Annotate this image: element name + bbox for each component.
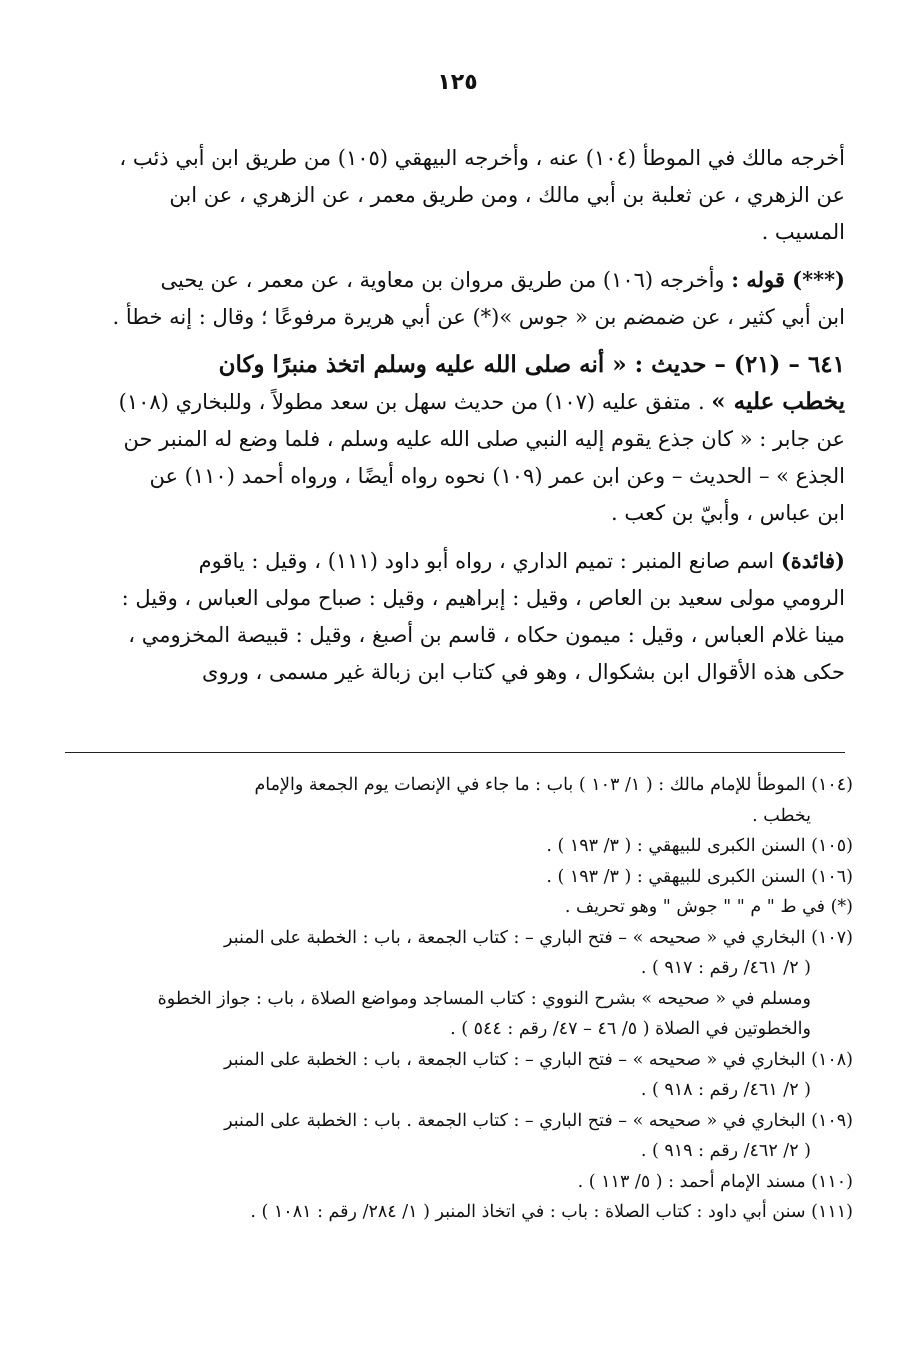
text-line: أخرجه مالك في الموطأ (١٠٤) عنه ، وأخرجه البيهقي (١٠٥) من طريق ابن أبي ذئب ، (119, 146, 845, 170)
paragraph-faida (70, 542, 845, 691)
text-line: مينا غلام العباس ، وقيل : ميمون حكاه ، قاسم بن أصبغ ، وقيل : قبيصة المخزومي ، (128, 623, 845, 647)
text-line: عن جابر : « كان جذع يقوم إليه النبي صلى الله عليه وسلم ، فلما وضع له المنبر حن (123, 427, 845, 451)
text-line (70, 542, 845, 580)
footnote-line: يخطب . (752, 805, 811, 826)
footnote-line: والخطوتين في الصلاة ( ٥/ ٤٦ – ٤٧/ رقم : ٥٤٤ ) . (450, 1019, 811, 1039)
text-line: الجذع » – الحديث – وعن ابن عمر (١٠٩) نحوه رواه أيضًا ، ورواه أحمد (١١٠) عن (149, 464, 845, 488)
footnote-separator (65, 752, 845, 753)
text-line: عن الزهري ، عن ثعلبة بن أبي مالك ، ومن طريق معمر ، عن الزهري ، عن ابن (169, 183, 845, 207)
footnote-line: (١٠٥) السنن الكبرى للبيهقي : ( ٣/ ١٩٣ ) . (546, 836, 853, 856)
paragraph-hadith-641 (70, 346, 845, 532)
hadith-heading: ٦٤١ – (٢١) – حديث : « أنه صلى الله عليه وسلم اتخذ منبرًا وكان (218, 351, 845, 378)
text-run: . متفق عليه (١٠٧) من حديث سهل بن سعد مطولاً ، وللبخاري (١٠٨) (118, 390, 712, 414)
footnote-line: (١٠٧) البخاري في « صحيحه » – فتح الباري – : كتاب الجمعة ، باب : الخطبة على المنبر (224, 927, 853, 948)
footnotes (63, 770, 853, 1228)
footnote-line: ( ٢/ ٤٦١/ رقم : ٩١٧ ) . (640, 958, 811, 978)
page-number: ١٢٥ (437, 70, 478, 95)
footnote-line: (١٠٦) السنن الكبرى للبيهقي : ( ٣/ ١٩٣ ) . (546, 866, 853, 887)
paragraph-takhrij (70, 140, 845, 251)
text-run: اسم صانع المنبر : تميم الداري ، رواه أبو داود (١١١) ، وقيل : ياقوم (198, 549, 781, 573)
paragraph-qawluhu (70, 261, 845, 336)
text-line (70, 383, 845, 421)
paragraph-lead: (فائدة) (780, 548, 845, 573)
text-line: المسيب . (761, 220, 845, 244)
hadith-heading-end: يخطب عليه » (711, 388, 845, 415)
footnote-line: ( ٢/ ٤٦١/ رقم : ٩١٨ ) . (640, 1080, 811, 1100)
footnote-line: (١٠٤) الموطأ للإمام مالك : ( ١/ ١٠٣ ) باب : ما جاء في الإنصات يوم الجمعة والإمام (254, 775, 853, 795)
footnote-line: (*) في ط " م " " جوش " وهو تحريف . (564, 897, 853, 917)
paragraph-lead: (***) قوله : (731, 267, 845, 292)
footnote-line: (١٠٩) البخاري في « صحيحه » – فتح الباري – : كتاب الجمعة . باب : الخطبة على المنبر (224, 1110, 853, 1131)
text-line: حكى هذه الأقوال ابن بشكوال ، وهو في كتاب ابن زبالة غير مسمى ، وروى (202, 660, 845, 684)
main-text (70, 140, 845, 701)
text-line: ابن عباس ، وأبيّ بن كعب . (611, 501, 845, 525)
text-line: الرومي مولى سعيد بن العاص ، وقيل : إبراهيم ، وقيل : صباح مولى العباس ، وقيل : (121, 586, 845, 610)
footnote-line: ومسلم في « صحيحه » بشرح النووي : كتاب المساجد ومواضع الصلاة ، باب : جواز الخطوة (157, 988, 811, 1009)
footnote-line: (١٠٨) البخاري في « صحيحه » – فتح الباري – : كتاب الجمعة ، باب : الخطبة على المنبر (224, 1049, 853, 1070)
text-line: ابن أبي كثير ، عن ضمضم بن « جوس »(*) عن أبي هريرة مرفوعًا ؛ وقال : إنه خطأ . (112, 305, 845, 329)
footnote-line: (١١١) سنن أبي داود : كتاب الصلاة : باب : في اتخاذ المنبر ( ١/ ٢٨٤/ رقم : ١٠٨١ ) . (250, 1202, 853, 1222)
footnote-line: ( ٢/ ٤٦٢/ رقم : ٩١٩ ) . (640, 1141, 811, 1161)
footnote-line: (١١٠) مسند الإمام أحمد : ( ٥/ ١١٣ ) . (577, 1171, 853, 1192)
text-line (70, 261, 845, 299)
text-run: وأخرجه (١٠٦) من طريق مروان بن معاوية ، عن معمر ، عن يحيى (160, 268, 732, 292)
